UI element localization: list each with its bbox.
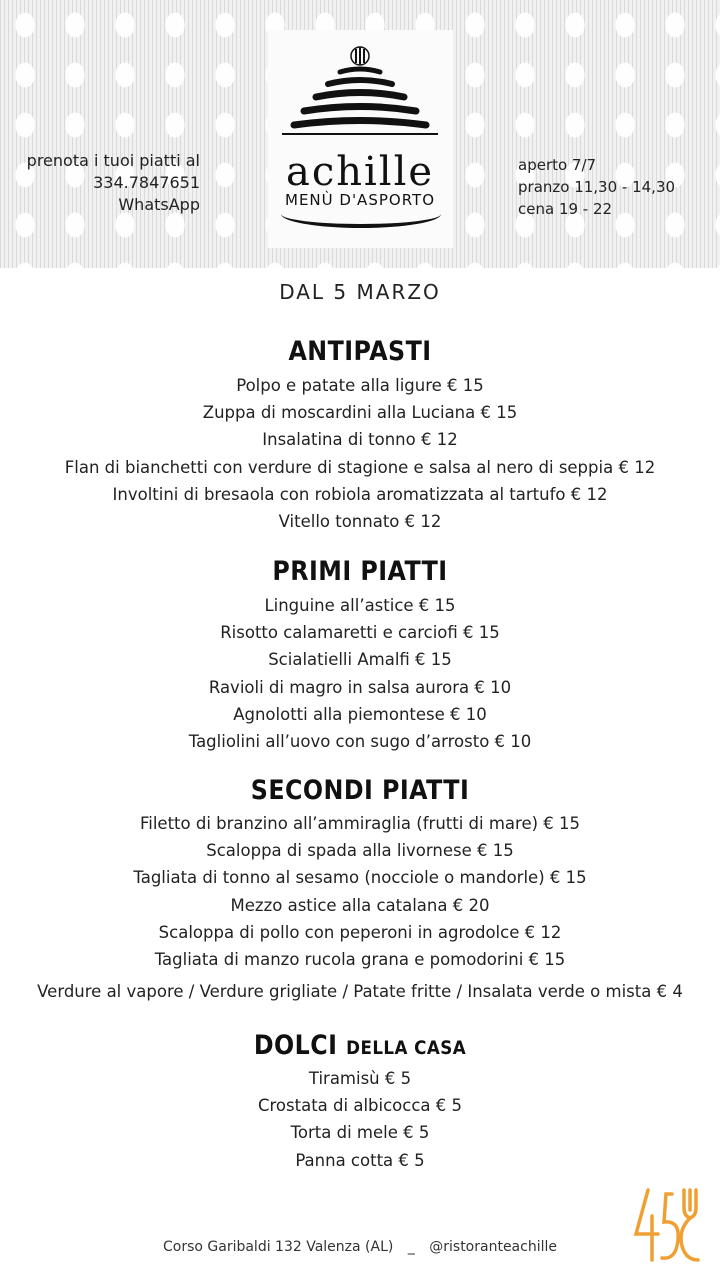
menu-item: Scialatielli Amalfi € 15 — [268, 650, 452, 670]
menu-item: Agnolotti alla piemontese € 10 — [233, 704, 487, 724]
primi-list — [0, 592, 720, 755]
menu-subtitle: MENÙ D'ASPORTO — [285, 191, 435, 209]
booking-phone: 334.7847651 — [93, 173, 200, 192]
footer-separator: _ — [407, 1239, 415, 1255]
section-title-dolci — [43, 1030, 677, 1061]
secondi-list — [0, 810, 720, 973]
booking-whatsapp: WhatsApp — [118, 195, 200, 214]
menu-item: Linguine all’astice € 15 — [264, 596, 456, 615]
section-title-primi: PRIMI PIATTI — [272, 556, 448, 587]
menu-item: Scaloppa di spada alla livornese € 15 — [206, 841, 514, 861]
fork-spoon-logo-icon — [632, 1186, 702, 1266]
sides-line: Verdure al vapore / Verdure grigliate / Patate fritte / Insalata verde o mista € 4 — [37, 982, 683, 1001]
opening-hours — [518, 154, 718, 220]
menu-item: Tiramisù € 5 — [308, 1069, 412, 1088]
menu-item: Insalatina di tonno € 12 — [262, 430, 458, 450]
menu-item: Vitello tonnato € 12 — [278, 511, 442, 531]
menu-item: Tagliolini all’uovo con sugo d’arrosto € 10 — [188, 731, 532, 751]
section-title-antipasti: ANTIPASTI — [288, 336, 432, 367]
dolci-title: DOLCI — [253, 1030, 338, 1061]
menu-item: Tagliata di manzo rucola grana e pomodorini € 15 — [154, 949, 566, 969]
footer-address: Corso Garibaldi 132 Valenza (AL) — [162, 1239, 394, 1255]
menu-item: Ravioli di magro in salsa aurora € 10 — [208, 677, 512, 697]
dolci-title-suffix: DELLA CASA — [346, 1037, 467, 1059]
hours-dinner: cena 19 - 22 — [518, 200, 613, 218]
booking-info — [14, 150, 200, 216]
hours-lunch: pranzo 11,30 - 14,30 — [518, 178, 676, 196]
cloche-logo-icon — [280, 44, 440, 144]
menu-item: Risotto calamaretti e carciofi € 15 — [220, 623, 500, 643]
hours-line: aperto 7/7 — [518, 156, 597, 174]
menu-date: DAL 5 MARZO — [279, 280, 441, 304]
menu-item: Torta di mele € 5 — [290, 1123, 430, 1143]
footer — [0, 1239, 720, 1255]
antipasti-list — [0, 372, 720, 535]
menu-item: Flan di bianchetti con verdure di stagione e salsa al nero di seppia € 12 — [64, 457, 656, 477]
menu-item: Tagliata di tonno al sesamo (nocciole o mandorle) € 15 — [133, 868, 587, 888]
booking-line: prenota i tuoi piatti al — [26, 151, 200, 170]
menu-item: Polpo e patate alla ligure € 15 — [236, 376, 484, 395]
menu-item: Filetto di branzino all’ammiraglia (frutti di mare) € 15 — [139, 814, 581, 833]
menu-item: Mezzo astice alla catalana € 20 — [230, 895, 490, 915]
footer-social: @ristoranteachille — [429, 1239, 557, 1255]
menu-item: Crostata di albicocca € 5 — [257, 1096, 462, 1116]
brand-name: achille — [285, 149, 435, 195]
section-title-secondi: SECONDI PIATTI — [250, 775, 470, 806]
menu-item: Involtini di bresaola con robiola aromatizzata al tartufo € 12 — [112, 484, 608, 504]
menu-item: Zuppa di moscardini alla Luciana € 15 — [202, 403, 518, 423]
dolci-list — [0, 1065, 720, 1174]
menu-item: Scaloppa di pollo con peperoni in agrodolce € 12 — [158, 922, 562, 942]
menu-item: Panna cotta € 5 — [295, 1150, 425, 1170]
